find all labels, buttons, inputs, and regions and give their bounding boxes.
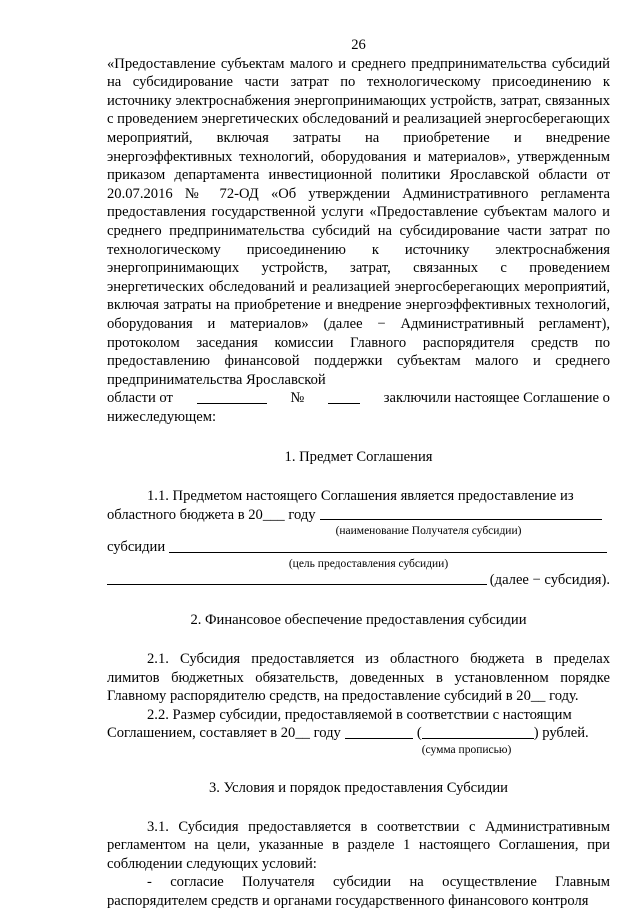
amount-words-blank [422, 738, 534, 739]
clause-1-1-start: 1.1. Предметом настоящего Соглашения является предоставление из [147, 488, 574, 505]
subsidy-line [107, 538, 610, 557]
document-page [107, 36, 610, 911]
intro-last-line-prefix: области от [107, 390, 173, 407]
number-sign: № [290, 390, 305, 407]
clause-2-2-prefix: Соглашением, составляет в 20__ году [107, 725, 341, 742]
clause-2-2-start: 2.2. Размер субсидии, предоставляемой в соответствии с настоящим [147, 706, 572, 723]
intro-last-line-suffix: заключили настоящее Соглашение о [383, 390, 610, 407]
date-blank [197, 403, 267, 404]
amount-digits-blank [345, 738, 413, 739]
subsidy-purpose-blank [169, 552, 607, 553]
recipient-name-blank [320, 519, 602, 520]
subsidy-end-line [107, 571, 610, 590]
clause-1-1-budget-line [107, 506, 610, 525]
clause-2-2-suffix: ) рублей. [533, 725, 589, 742]
clause-3-1: 3.1. Субсидия предоставляется в соответствии с Административным регламентом на цели, указанные в разделе 1 настоящего Соглашения, при соблюдении следующих условий: [107, 818, 610, 872]
clause-1-1-budget: областного бюджета в 20___ году [107, 506, 316, 523]
clause-2-2-paren-open: ( [416, 725, 422, 742]
section-3-heading: 3. Условия и порядок предоставления Субсидии [209, 780, 508, 796]
subsidy-end: (далее − субсидия). [489, 571, 610, 588]
section-2-heading: 2. Финансовое обеспечение предоставления субсидии [190, 612, 527, 629]
condition-1: - согласие Получателя субсидии на осуществление Главным распорядителем средств и органами государственного финансового контроля [107, 874, 610, 909]
caption-amount: (сумма прописью) [421, 744, 512, 756]
intro-last-line [107, 389, 610, 408]
caption-recipient: (наименование Получателя субсидии) [335, 525, 522, 538]
intro-paragraph: «Предоставление субъектам малого и среднего предпринимательства субсидий на субсидирование части затрат по технологическому присоединению к источнику электроснабжения энергопринимающих устройств, затрат, связанных с проведением энергетических обследований и реализацией энергосберегающих мероприятий, включая затраты на приобретение и внедрение энергоэффективных технологий, оборудования и материалов», утвержденным приказом департамента инвестиционной политики Ярославской области от 20.07.2016 № 72-ОД «Об утверждении Административного регламента предоставления государственной услуги «Предоставление субъектам малого и среднего предпринимательства субсидий на субсидирование части затрат по технологическому присоединению к источнику электроснабжения энергопринимающих устройств, затрат, связанных с проведением энергетических обследований и реализацией энергосберегающих мероприятий, включая затраты на приобретение и внедрение энергоэффективных технологий, оборудования и материалов» (далее − Административный регламент), протоколом заседания комиссии Главного распорядителя средств по предоставлению финансовой поддержки субъектам малого и среднего предпринимательства Ярославской [107, 55, 610, 388]
section-1-heading: 1. Предмет Соглашения [284, 449, 433, 466]
protocol-number-blank [328, 403, 360, 404]
intro-end: нижеследующем: [107, 408, 217, 425]
clause-2-1: 2.1. Субсидия предоставляется из областного бюджета в пределах лимитов бюджетных обязательств, доведенных в установленном порядке Главному распорядителю средств, на предоставление субсидий в 20__ году. [107, 651, 610, 705]
page-number: 26 [351, 37, 366, 53]
caption-purpose: (цель предоставления субсидии) [288, 557, 449, 570]
clause-2-2-amount-line [107, 724, 610, 743]
subsidy-label: субсидии [107, 539, 166, 556]
subsidy-purpose-blank-2 [107, 584, 487, 585]
